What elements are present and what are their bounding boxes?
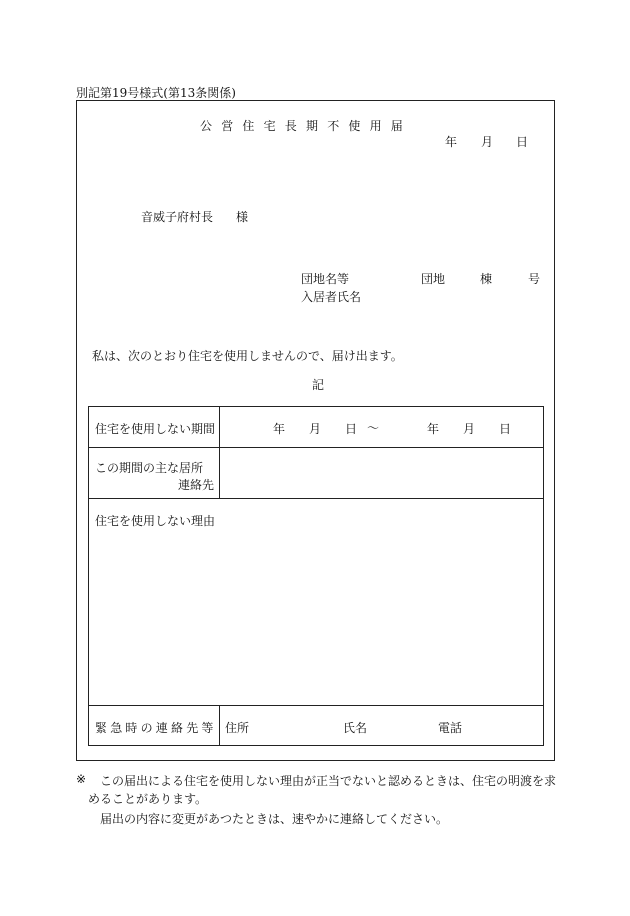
table-divider	[89, 705, 543, 706]
addressee-honorific: 様	[236, 210, 249, 224]
ki-heading: 記	[312, 378, 325, 392]
period-year-start: 年	[273, 422, 286, 436]
table-column-divider	[219, 407, 220, 498]
danchi-unit: 団地	[421, 272, 446, 286]
period-month-end: 月	[463, 422, 476, 436]
contact-label: 連絡先	[178, 478, 215, 492]
building-unit: 棟	[480, 272, 493, 286]
period-day-end: 日	[499, 422, 512, 436]
residence-label: この期間の主な居所	[95, 461, 204, 475]
date-month: 月	[481, 135, 494, 149]
danchi-label: 団地名等	[301, 272, 350, 286]
period-day-start: 日	[345, 422, 358, 436]
note-mark: ※	[76, 772, 87, 786]
reason-label: 住宅を使用しない理由	[95, 514, 216, 528]
note-line-2: めることがあります。	[88, 792, 208, 806]
period-label: 住宅を使用しない期間	[95, 422, 216, 436]
table-column-divider	[219, 705, 220, 746]
period-year-end: 年	[427, 422, 440, 436]
details-table	[88, 406, 544, 746]
emergency-address-label: 住所	[225, 721, 250, 735]
note-line-1: この届出による住宅を使用しない理由が正当でないと認めるときは、住宅の明渡を求	[100, 774, 557, 788]
form-number-label: 別記第19号様式(第13条関係)	[76, 86, 236, 100]
date-year: 年	[445, 135, 458, 149]
period-month-start: 月	[309, 422, 322, 436]
table-divider	[89, 498, 543, 499]
addressee-name: 音威子府村長	[141, 210, 214, 224]
emergency-contact-label: 緊急時の連絡先等	[95, 721, 217, 735]
number-unit: 号	[528, 272, 541, 286]
emergency-phone-label: 電話	[438, 721, 463, 735]
period-tilde: 〜	[367, 421, 380, 435]
statement-text: 私は、次のとおり住宅を使用しませんので、届け出ます。	[92, 349, 403, 363]
emergency-name-label: 氏名	[343, 721, 368, 735]
resident-name-label: 入居者氏名	[301, 290, 362, 304]
note-line-3: 届出の内容に変更があつたときは、速やかに連絡してください。	[100, 812, 449, 826]
date-day: 日	[516, 135, 529, 149]
table-divider	[89, 447, 543, 448]
form-title: 公営住宅長期不使用届	[200, 119, 413, 133]
